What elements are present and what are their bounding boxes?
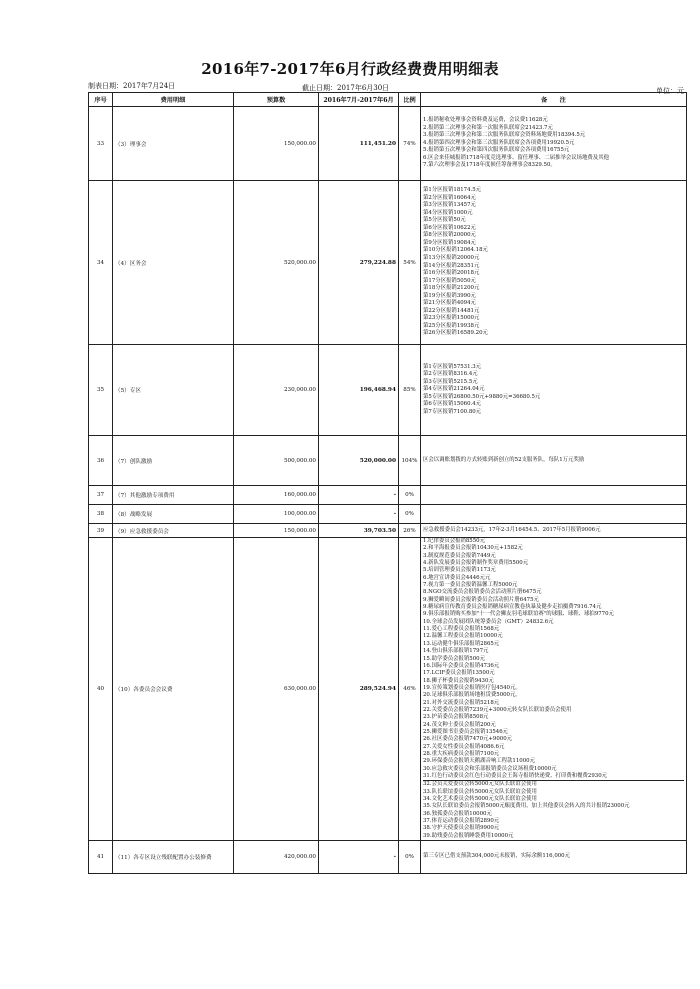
note-line: 第10分区报销12064.18元: [423, 247, 488, 254]
note-line: 第8分区报销20000元: [423, 232, 476, 239]
table-row: [89, 486, 687, 505]
table-row: [89, 538, 687, 841]
seq-cell: 33: [89, 107, 113, 181]
note-line: 23.护苗委员会报销8508元: [423, 714, 489, 721]
table-row: [89, 181, 687, 345]
table-row: [89, 436, 687, 486]
note-line: 5.报销第五次理事会和第四次服务队联席会各项费用16755元: [423, 147, 570, 154]
note-line: 37.体育运动委员会报销2890元: [423, 818, 500, 825]
currency-unit: 单位：元: [656, 87, 684, 95]
seq-cell: 37: [89, 486, 113, 505]
note-line: 27.关爱女性委员会报销4086.6元: [423, 743, 505, 750]
note-line: 14.登山俱乐部报销1797元: [423, 648, 489, 655]
note-line: 第3分区报销13457元: [423, 202, 476, 209]
item-cell: （11）各专区设立残联配置办公装修费: [113, 841, 234, 874]
item-cell: （7）其他激励专项费用: [113, 486, 234, 505]
header-ratio: 比例: [399, 93, 421, 107]
spent-cell: 111,451.20: [319, 107, 399, 181]
made-date: 制表日期：2017年7月24日: [88, 82, 176, 90]
note-line: 31.红色行动委员会红色行动委员会王海寺报销快递费、打印费和餐费2930元: [423, 773, 684, 781]
budget-cell: 520,000.00: [234, 181, 319, 345]
budget-cell: 150,000.00: [234, 524, 319, 538]
budget-cell: 630,000.00: [234, 538, 319, 841]
note-line: 第4专区报销21264.04元: [423, 386, 485, 393]
note-line: 第2专区报销8316.4元: [423, 371, 478, 378]
spent-cell: 520,000.00: [319, 436, 399, 486]
note-line: 25.狮爱图书室委员会报销13546元: [423, 728, 509, 735]
note-line: 28.重大疾病委员会报销7100元: [423, 750, 500, 757]
item-cell: （8）战略发展: [113, 505, 234, 524]
budget-cell: 160,000.00: [234, 486, 319, 505]
note-line: 26.社区委员会报销7470元+9000元: [423, 736, 513, 743]
ratio-cell: 85%: [399, 345, 421, 436]
note-line: 第1分区报销18174.5元: [423, 187, 482, 194]
spent-cell: 39,703.50: [319, 524, 399, 538]
seq-cell: 39: [89, 524, 113, 538]
budget-cell: 100,000.00: [234, 505, 319, 524]
note-line: 18.狮子杯委员会报销9430元: [423, 677, 494, 684]
note-line: 20.足球俱乐部报销场地租赁费5000元。: [423, 692, 521, 699]
header-period: 2016年7月-2017年6月: [319, 93, 399, 107]
notes-cell: [421, 107, 687, 181]
spent-cell: -: [319, 841, 399, 874]
note-line: 2.和平海报委员会报销10430元+1582元: [423, 545, 523, 552]
ratio-cell: 0%: [399, 505, 421, 524]
seq-cell: 34: [89, 181, 113, 345]
note-line: 第7专区报销7100.80元: [423, 408, 482, 415]
note-line: 15.助学委员会报销500元: [423, 655, 485, 662]
note-line: 第23分区报销15000元: [423, 315, 480, 322]
budget-cell: 150,000.00: [234, 107, 319, 181]
note-line: 第18分区报销21200元: [423, 285, 480, 292]
spent-cell: 196,468.94: [319, 345, 399, 436]
notes-cell: [421, 524, 687, 538]
item-cell: （5）专区: [113, 345, 234, 436]
item-cell: （9）应急救援委员会: [113, 524, 234, 538]
note-line: 9.糖尿病宣传教育委员会报销糖尿病宣教卷执暴及健步走拍摄费7916.74元: [423, 604, 602, 611]
ratio-cell: 104%: [399, 436, 421, 486]
header-row: [89, 93, 687, 107]
note-line: 38.守护天使委员会报销9900元: [423, 825, 500, 832]
note-line: 第22分区报销14481元: [423, 307, 480, 314]
note-line: 32.会员关爱委员会转5000元女队长联谊会使用: [423, 781, 537, 788]
note-line: 第5分区报销50元: [423, 217, 466, 224]
note-line: 11.爱心工程委员会报销1568元: [423, 626, 500, 633]
notes-cell: [421, 436, 687, 486]
ratio-cell: 0%: [399, 486, 421, 505]
note-line: 16.国际年会委员会报销4736元: [423, 662, 500, 669]
note-line: 19.宣传策划委员会报销医疗包4540元。: [423, 684, 521, 691]
note-line: 第25分区报销19938元: [423, 322, 480, 329]
note-line: 30.应急救灾委员会和乐部报销委员会议场租费10000元: [423, 765, 557, 772]
note-line: 区会以调账划拨的方式转账到新创立的52支服务队，每队1万元奖励: [423, 456, 585, 463]
note-line: 第三专区已借支预款304,000元未报销，实际余额116,000元: [423, 853, 571, 860]
notes-cell: [421, 505, 687, 524]
note-line: 5.培训管理委员会报销1173元: [423, 567, 496, 574]
ratio-cell: 54%: [399, 181, 421, 345]
note-line: 9.俱乐部报销购买参加"十一代会狮友羽毛球联谊赛"的球服、球鞋、球拍9770元: [423, 611, 614, 618]
ratio-cell: 0%: [399, 841, 421, 874]
note-line: 29.环保委员会报销天鹅湖音响工程款11000元: [423, 758, 535, 765]
budget-cell: 230,000.00: [234, 345, 319, 436]
spent-cell: -: [319, 505, 399, 524]
note-line: 17.LCIF委员会报销13500元: [423, 670, 495, 677]
note-line: 第13分区报销20000元: [423, 254, 480, 261]
expense-table: [88, 92, 687, 874]
note-line: 第19分区报销3990元: [423, 292, 476, 299]
note-line: 34.文化艺术委员会转5000元女队长联谊会使用: [423, 796, 537, 803]
note-line: 4.报销第四次理事会和第三次服务队联席会各项费用19920.5元: [423, 139, 575, 146]
table-row: [89, 841, 687, 874]
note-line: 第21分区报销4094元: [423, 300, 476, 307]
spent-cell: 279,224.88: [319, 181, 399, 345]
budget-cell: 500,000.00: [234, 436, 319, 486]
note-line: 4.新队发展委员会报销制作奖章费用5500元: [423, 560, 529, 567]
note-line: 第26分区报销16589.20元: [423, 330, 488, 337]
seq-cell: 40: [89, 538, 113, 841]
note-line: 39.助残委员会报销睡袋费用10000元: [423, 832, 514, 839]
item-cell: （7）创队激励: [113, 436, 234, 486]
header-seq: 序号: [89, 93, 113, 107]
note-line: 第4分区报销1000元: [423, 209, 473, 216]
note-line: 第6专区报销15060.4元: [423, 401, 482, 408]
note-line: 3.报销第三次理事会和第二次服务队联席会资料场地费用18394.5元: [423, 132, 586, 139]
notes-cell: [421, 181, 687, 345]
note-line: 10.全球会员发展团队统筹委员会（GMT）24832.6元: [423, 618, 554, 625]
item-cell: （4）区务会: [113, 181, 234, 345]
page-title: 2016年7-2017年6月行政经费费用明细表: [201, 60, 499, 78]
note-line: 7.第六次理事会及1718年度候任筹备理事会8329.50。: [423, 162, 556, 169]
budget-cell: 420,000.00: [234, 841, 319, 874]
note-line: 21.对外交流委员会报销5218元: [423, 699, 500, 706]
note-line: 36.独孤委员会报销10000元: [423, 810, 492, 817]
note-line: 9.狮爱瞬间委员会报销委员会活动照片册6475元: [423, 596, 539, 603]
item-cell: （3）理事会: [113, 107, 234, 181]
note-line: 6.地宫宣讲委员会4446元元: [423, 574, 491, 581]
cutoff-date: 截止日期：2017年6月30日: [302, 84, 390, 92]
note-line: 应急救援委员会14233元，17年2-3月16454.5、2017年5月报销9006元: [423, 526, 601, 533]
notes-cell: [421, 841, 687, 874]
note-line: 13.运动健牛俱乐部报销2865元: [423, 640, 500, 647]
note-line: 第6分区报销10622元: [423, 224, 476, 231]
notes-cell: [421, 538, 687, 841]
table-row: [89, 505, 687, 524]
note-line: 3.制度规范委员会报销7449元: [423, 552, 496, 559]
note-line: 第16分区报销20018元: [423, 270, 480, 277]
note-line: 24.茂文种士委员会报销200元: [423, 721, 496, 728]
note-line: 8.NGO交流委员会报销委员会活动照片册6475元: [423, 589, 542, 596]
ratio-cell: 26%: [399, 524, 421, 538]
spent-cell: -: [319, 486, 399, 505]
note-line: 1.纪律委员会报销8550元: [423, 538, 485, 544]
note-line: 2.报销第二次理事会和第一次服务队联席会21423.7元: [423, 124, 553, 131]
item-cell: （10）各委员会会议费: [113, 538, 234, 841]
header-notes: 备 注: [421, 93, 687, 107]
table-row: [89, 107, 687, 181]
seq-cell: 35: [89, 345, 113, 436]
notes-cell: [421, 345, 687, 436]
note-line: 7.视力第一委员会报销温馨工程5000元: [423, 582, 518, 589]
note-line: 22.关爱委员会报销7239元+3000元转女队长联谊委员会使用: [423, 706, 572, 713]
seq-cell: 41: [89, 841, 113, 874]
notes-cell: [421, 486, 687, 505]
note-line: 33.队长联谊委员会转5000元女队长联谊会使用: [423, 788, 537, 795]
ratio-cell: 46%: [399, 538, 421, 841]
note-line: 第14分区报销28351元: [423, 262, 480, 269]
table-row: [89, 345, 687, 436]
note-line: 1.报销秘收处理事会资料费及运费，会议费11628元: [423, 117, 548, 124]
note-line: 第1专区报销57531.3元: [423, 363, 482, 370]
note-line: 第2分区报销16064元: [423, 194, 476, 201]
note-line: 第3专区报销5215.5元: [423, 378, 478, 385]
seq-cell: 36: [89, 436, 113, 486]
note-line: 12.温馨工程委员会报销10000元: [423, 633, 503, 640]
header-budget: 预算数: [234, 93, 319, 107]
table-row: [89, 524, 687, 538]
note-line: 第17分区报销5050元: [423, 277, 476, 284]
spent-cell: 289,524.94: [319, 538, 399, 841]
note-line: 6.区会来佳城报销1718年度竞选理事、留任理事、二届推举会议场地费及其他: [423, 154, 609, 161]
header-item: 费用明细: [113, 93, 234, 107]
ratio-cell: 74%: [399, 107, 421, 181]
note-line: 第5专区报销26800.50元+9880元=36680.5元: [423, 393, 541, 400]
seq-cell: 38: [89, 505, 113, 524]
note-line: 第9分区报销19084元: [423, 239, 476, 246]
note-line: 35.女队长联谊委员会报销5000元赈度费用，加上其他委员会转入的共计报销23000元: [423, 803, 630, 810]
